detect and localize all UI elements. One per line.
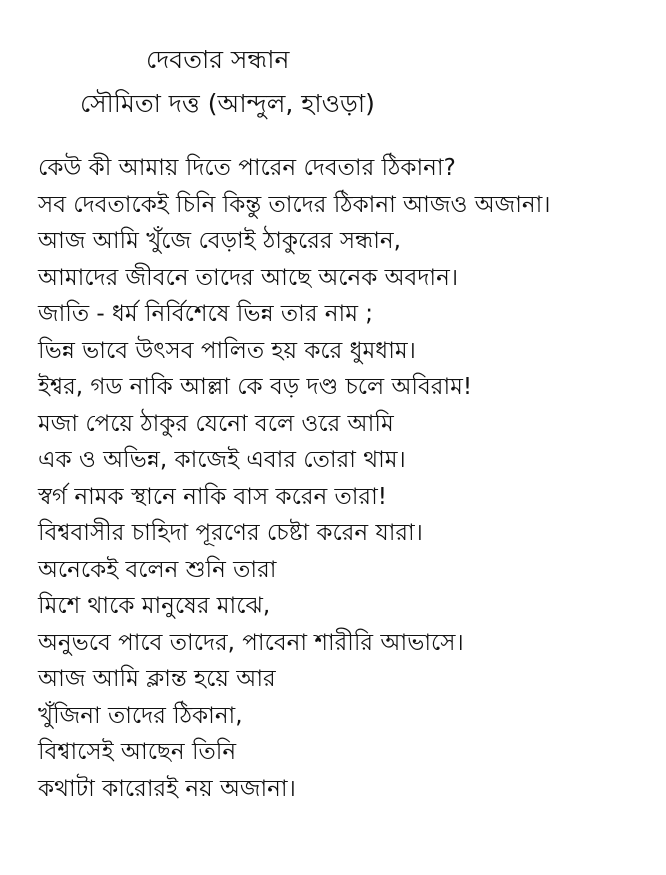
poem-title: দেবতার সন্ধান (146, 45, 290, 74)
poem-line: আমাদের জীবনে তাদের আছে অনেক অবদান। (38, 264, 459, 291)
poem-line: মিশে থাকে মানুষের মাঝে, (38, 593, 271, 619)
poem-line: স্বর্গ নামক স্থানে নাকি বাস করেন তারা! (38, 483, 387, 510)
poem-line: বিশ্বাসেই আছেন তিনি (38, 739, 237, 765)
poem-line: আজ আমি ক্লান্ত হয়ে আর (38, 666, 276, 692)
poem-line: অনুভবে পাবে তাদের, পাবেনা শারীরি আভাসে। (38, 629, 464, 656)
poem-line: ভিন্ন ভাবে উৎসব পালিত হয় করে ধুমধাম। (38, 337, 416, 364)
poem-body (38, 150, 658, 807)
poem-line: বিশ্ববাসীর চাহিদা পূরণের চেষ্টা করেন যারা। (38, 520, 423, 546)
poem-line: সব দেবতাকেই চিনি কিন্তু তাদের ঠিকানা আজও অজানা। (38, 191, 551, 218)
poem-line: মজা পেয়ে ঠাকুর যেনো বলে ওরে আমি (38, 410, 394, 437)
poem-author: সৌমিতা দত্ত (আন্দুল, হাওড়া) (80, 89, 375, 118)
poem-line: কথাটা কারোরই নয় অজানা। (38, 775, 296, 802)
poem-line: অনেকেই বলেন শুনি তারা (38, 556, 277, 583)
poem-line: আজ আমি খুঁজে বেড়াই ঠাকুরের সন্ধান, (38, 228, 401, 254)
poem-line: জাতি - ধর্ম নির্বিশেষে ভিন্ন তার নাম ; (38, 301, 374, 327)
poem-line: খুঁজিনা তাদের ঠিকানা, (38, 702, 243, 729)
poem-line: এক ও অভিন্ন, কাজেই এবার তোরা থাম। (38, 447, 406, 473)
poem-line: কেউ কী আমায় দিতে পারেন দেবতার ঠিকানা? (38, 155, 456, 181)
poem-line: ইশ্বর, গড নাকি আল্লা কে বড় দণ্ড চলে অবিরাম! (38, 374, 473, 400)
